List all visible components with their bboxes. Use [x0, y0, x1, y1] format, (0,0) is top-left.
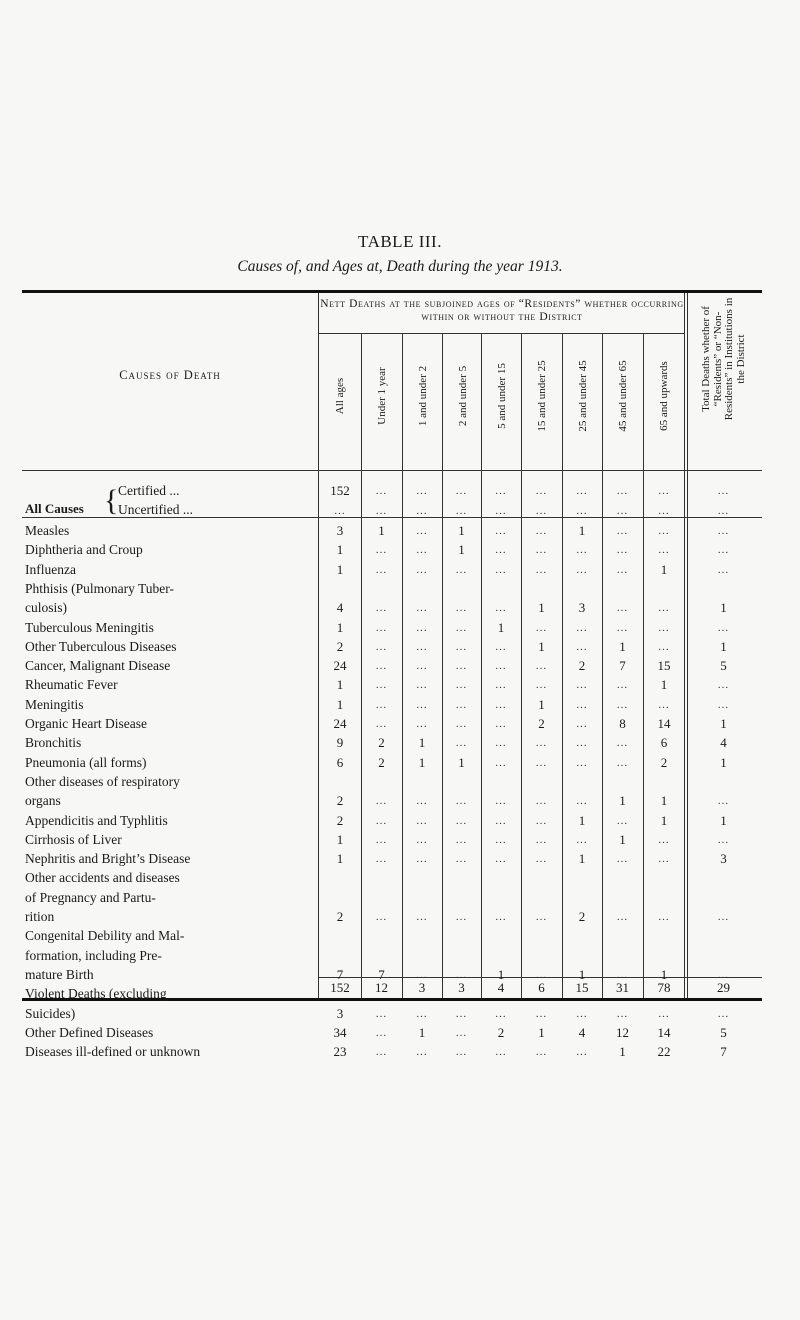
value-cell: 1	[458, 523, 465, 538]
total-sum-cell: 15	[575, 980, 589, 995]
empty-cell: ...	[416, 660, 428, 673]
empty-cell: ...	[717, 563, 730, 576]
empty-cell: ...	[535, 968, 548, 981]
empty-cell: ...	[535, 544, 548, 557]
value-cell: 9	[336, 735, 344, 751]
row-label: formation, including Pre-	[25, 947, 162, 963]
value-cell: 1	[538, 600, 545, 616]
total-sum-cell: 152	[330, 980, 350, 995]
empty-cell: ...	[416, 968, 428, 981]
value-cell: 1	[336, 677, 344, 693]
empty-cell: ...	[455, 853, 468, 866]
empty-cell: ...	[616, 911, 629, 923]
row-label: Tuberculous Meningitis	[25, 619, 154, 635]
total-cell: 1	[720, 754, 727, 770]
value-cell: 1	[538, 638, 545, 654]
empty-cell: ...	[455, 833, 468, 846]
uncertified-label: Uncertified ...	[118, 502, 193, 517]
certified-label: Certified ...	[118, 483, 180, 498]
value-cell: 1	[660, 793, 668, 809]
empty-cell: ...	[535, 853, 548, 866]
dots-placeholder: ...	[495, 485, 507, 497]
value-cell: 2	[336, 812, 344, 828]
empty-cell: ...	[455, 698, 468, 711]
row-label: mature Birth	[25, 966, 94, 982]
header-age-col: Under 1 year	[376, 367, 388, 425]
value-cell: 3	[336, 1005, 344, 1021]
empty-cell: ...	[535, 525, 548, 537]
empty-cell: ...	[375, 853, 388, 866]
total-cell: 4	[720, 735, 727, 751]
empty-cell: ...	[416, 640, 428, 653]
header-age-col: 5 and under 15	[496, 363, 508, 429]
empty-cell: ...	[375, 621, 388, 634]
empty-cell: ...	[535, 1046, 548, 1059]
empty-cell: ...	[616, 737, 629, 750]
empty-cell: ...	[616, 814, 629, 827]
empty-cell: ...	[658, 1007, 670, 1020]
row-label: rition	[25, 909, 55, 924]
total-cell: 7	[720, 1044, 727, 1060]
dots-placeholder: ...	[658, 505, 670, 517]
col-divider	[684, 293, 685, 998]
empty-cell: ...	[416, 602, 428, 615]
empty-cell: ...	[495, 698, 507, 711]
value-cell: 1	[660, 812, 668, 828]
empty-cell: ...	[416, 814, 428, 827]
dots-placeholder: ...	[416, 505, 428, 517]
value-cell: 1	[336, 542, 344, 558]
empty-cell: ...	[375, 814, 388, 827]
empty-cell: ...	[717, 698, 730, 711]
empty-cell: ...	[495, 525, 507, 537]
empty-cell: ...	[455, 718, 468, 730]
value-cell: 4	[336, 600, 344, 616]
value-cell: 2	[336, 793, 344, 809]
empty-cell: ...	[416, 544, 428, 557]
empty-cell: ...	[616, 563, 629, 576]
empty-cell: ...	[535, 679, 548, 692]
row-label: Other Tuberculous Diseases	[25, 638, 177, 654]
total-cell: 1	[720, 812, 727, 828]
empty-cell: ...	[717, 833, 730, 846]
empty-cell: ...	[455, 1007, 468, 1020]
empty-cell: ...	[455, 1026, 468, 1039]
row-label: Other Defined Diseases	[25, 1024, 154, 1040]
empty-cell: ...	[495, 544, 507, 557]
empty-cell: ...	[416, 1046, 428, 1059]
empty-cell: ...	[375, 563, 388, 576]
row-label: Measles	[25, 523, 70, 538]
table-subtitle: Causes of, and Ages at, Death during the year 1913.	[237, 258, 563, 275]
dots-placeholder: ...	[616, 505, 629, 517]
empty-cell: ...	[616, 853, 629, 866]
empty-cell: ...	[658, 525, 670, 537]
empty-cell: ...	[576, 795, 588, 808]
header-age-col: 15 and under 25	[536, 360, 548, 432]
row-label: Phthisis (Pulmonary Tuber-	[25, 580, 175, 596]
empty-cell: ...	[495, 679, 507, 692]
empty-cell: ...	[495, 563, 507, 576]
row-label: organs	[25, 793, 61, 809]
value-cell: 2	[578, 909, 586, 924]
empty-cell: ...	[455, 621, 468, 634]
empty-cell: ...	[658, 640, 670, 653]
empty-cell: ...	[576, 698, 588, 711]
empty-cell: ...	[658, 621, 670, 634]
col-divider	[318, 293, 319, 998]
value-cell: 1	[619, 1044, 626, 1060]
empty-cell: ...	[455, 795, 468, 808]
empty-cell: ...	[576, 833, 588, 846]
value-cell: 2	[497, 1024, 505, 1040]
value-cell: 14	[657, 716, 671, 731]
total-sum-cell: 3	[418, 980, 426, 995]
value-cell: 1	[578, 523, 586, 538]
empty-cell: ...	[576, 737, 588, 750]
row-label: Pneumonia (all forms)	[25, 754, 147, 770]
empty-cell: ...	[616, 544, 629, 557]
dots-placeholder: ...	[616, 485, 629, 497]
value-cell: 23	[333, 1044, 347, 1060]
header-bottom-rule	[22, 470, 762, 471]
value-cell: 1	[418, 754, 426, 770]
value-cell: 4	[578, 1024, 586, 1040]
row-label: Violent Deaths (excluding	[25, 986, 167, 1002]
value-cell: 1	[660, 677, 668, 693]
total-sum-cell: 12	[375, 980, 388, 995]
all-causes-label: All Causes	[25, 501, 84, 516]
header-causes-of-death: Causes of Death	[119, 368, 221, 382]
total-cell: 1	[720, 600, 727, 616]
empty-cell: ...	[416, 698, 428, 711]
empty-cell: ...	[375, 698, 388, 711]
header-nett-deaths: Nett Deaths at the subjoined ages of “Residents” whether occurring within or without the District	[320, 298, 684, 323]
header-age-col: 1 and under 2	[417, 365, 429, 427]
empty-cell: ...	[616, 679, 629, 692]
dots-placeholder: ...	[455, 505, 468, 517]
value-cell: 1	[578, 851, 586, 867]
value-cell: 15	[657, 658, 671, 674]
value-cell: 1	[538, 1024, 545, 1040]
row-label: culosis)	[25, 600, 67, 616]
dots-placeholder: ...	[658, 485, 670, 497]
empty-cell: ...	[535, 756, 548, 769]
empty-cell: ...	[658, 544, 670, 557]
empty-cell: ...	[658, 833, 670, 846]
empty-cell: ...	[717, 544, 730, 557]
header-age-col: All ages	[334, 377, 346, 415]
certified-all-ages: 152	[330, 483, 350, 498]
empty-cell: ...	[375, 602, 388, 615]
empty-cell: ...	[416, 679, 428, 692]
row-label: Meningitis	[25, 696, 84, 712]
row-label: Diseases ill-defined or unknown	[25, 1044, 201, 1060]
empty-cell: ...	[375, 1007, 388, 1020]
empty-cell: ...	[495, 1007, 507, 1020]
total-sum-cell: 31	[616, 980, 629, 995]
empty-cell: ...	[535, 833, 548, 846]
empty-cell: ...	[455, 660, 468, 673]
empty-cell: ...	[416, 563, 428, 576]
empty-cell: ...	[717, 525, 730, 537]
dots-placeholder: ...	[455, 485, 468, 497]
dots-placeholder: ...	[334, 505, 346, 517]
dots-placeholder: ...	[375, 505, 388, 517]
value-cell: 3	[336, 523, 344, 538]
empty-cell: ...	[495, 756, 507, 769]
value-cell: 1	[458, 542, 465, 558]
value-cell: 7	[619, 658, 626, 674]
row-label: Cancer, Malignant Disease	[25, 658, 171, 674]
empty-cell: ...	[455, 640, 468, 653]
total-sum-cell: 4	[497, 980, 505, 995]
dots-placeholder: ...	[535, 485, 548, 497]
empty-cell: ...	[455, 814, 468, 827]
total-cell: 3	[720, 851, 727, 867]
value-cell: 6	[336, 754, 344, 770]
header-age-col: 2 and under 5	[457, 365, 469, 427]
empty-cell: ...	[495, 718, 507, 730]
empty-cell: ...	[616, 525, 629, 537]
empty-cell: ...	[658, 911, 670, 923]
value-cell: 2	[538, 716, 545, 731]
header-total-deaths: Total Deaths whether of “Residents” or “Non-Residents” in Institutions in the District	[700, 297, 747, 421]
empty-cell: ...	[375, 1026, 388, 1039]
value-cell: 2	[378, 735, 385, 751]
empty-cell: ...	[495, 911, 507, 923]
empty-cell: ...	[576, 563, 588, 576]
value-cell: 2	[660, 754, 668, 770]
empty-cell: ...	[495, 833, 507, 846]
empty-cell: ...	[658, 602, 670, 615]
row-label: Diphtheria and Croup	[25, 542, 143, 558]
value-cell: 8	[619, 716, 626, 731]
row-label: of Pregnancy and Partu-	[25, 889, 156, 905]
table-title: TABLE III.	[358, 232, 442, 251]
empty-cell: ...	[535, 563, 548, 576]
value-cell: 1	[619, 638, 626, 654]
row-label: Bronchitis	[25, 735, 82, 751]
header-age-col: 65 and upwards	[658, 361, 670, 431]
value-cell: 3	[578, 600, 586, 616]
dots-placeholder: ...	[375, 485, 388, 497]
value-cell: 1	[336, 696, 344, 712]
empty-cell: ...	[616, 968, 629, 981]
value-cell: 1	[458, 754, 465, 770]
empty-cell: ...	[455, 911, 468, 923]
value-cell: 7	[336, 966, 344, 982]
empty-cell: ...	[535, 795, 548, 808]
value-cell: 1	[660, 966, 668, 982]
row-label: Influenza	[25, 561, 76, 577]
empty-cell: ...	[495, 1046, 507, 1059]
header-age-col: 25 and under 45	[577, 360, 589, 432]
empty-cell: ...	[375, 640, 388, 653]
empty-cell: ...	[416, 525, 428, 537]
empty-cell: ...	[535, 621, 548, 634]
empty-cell: ...	[455, 563, 468, 576]
empty-cell: ...	[616, 756, 629, 769]
all-causes-rule	[22, 517, 762, 518]
value-cell: 2	[578, 658, 586, 674]
value-cell: 1	[336, 561, 344, 577]
empty-cell: ...	[495, 660, 507, 673]
empty-cell: ...	[717, 795, 730, 808]
empty-cell: ...	[416, 911, 428, 923]
empty-cell: ...	[576, 718, 588, 730]
top-rule	[22, 290, 762, 293]
empty-cell: ...	[455, 602, 468, 615]
empty-cell: ...	[375, 660, 388, 673]
empty-cell: ...	[495, 640, 507, 653]
value-cell: 1	[578, 812, 586, 828]
value-cell: 1	[497, 966, 505, 982]
value-cell: 1	[418, 1024, 426, 1040]
total-cell: 1	[720, 638, 727, 654]
empty-cell: ...	[495, 737, 507, 750]
empty-cell: ...	[717, 621, 730, 634]
empty-cell: ...	[717, 968, 730, 981]
value-cell: 34	[333, 1024, 347, 1040]
total-cell: 5	[720, 658, 727, 674]
value-cell: 6	[660, 735, 668, 751]
empty-cell: ...	[576, 621, 588, 634]
empty-cell: ...	[375, 833, 388, 846]
empty-cell: ...	[616, 621, 629, 634]
value-cell: 1	[497, 619, 505, 635]
dots-placeholder: ...	[717, 505, 730, 517]
empty-cell: ...	[455, 1046, 468, 1059]
empty-cell: ...	[616, 1007, 629, 1020]
value-cell: 1	[336, 831, 344, 847]
dots-placeholder: ...	[576, 505, 588, 517]
row-label: Other accidents and diseases	[25, 870, 180, 886]
value-cell: 24	[333, 658, 347, 674]
empty-cell: ...	[576, 756, 588, 769]
empty-cell: ...	[375, 795, 388, 808]
value-cell: 2	[336, 638, 344, 654]
value-cell: 1	[336, 619, 344, 635]
value-cell: 1	[578, 966, 586, 982]
empty-cell: ...	[717, 679, 730, 692]
mortality-table	[22, 290, 762, 1060]
empty-cell: ...	[416, 718, 428, 730]
value-cell: 1	[378, 523, 385, 538]
row-label: Cirrhosis of Liver	[25, 831, 122, 847]
empty-cell: ...	[495, 853, 507, 866]
empty-cell: ...	[576, 1007, 588, 1020]
value-cell: 14	[657, 1024, 671, 1040]
empty-cell: ...	[416, 621, 428, 634]
empty-cell: ...	[576, 679, 588, 692]
total-sum-cell: 6	[538, 980, 545, 995]
dots-placeholder: ...	[416, 485, 428, 497]
value-cell: 2	[378, 754, 385, 770]
empty-cell: ...	[495, 602, 507, 615]
dots-placeholder: ...	[576, 485, 588, 497]
brace-icon: {	[104, 484, 119, 517]
total-sum-cell: 78	[657, 980, 671, 995]
empty-cell: ...	[495, 814, 507, 827]
total-cell: 5	[720, 1024, 727, 1040]
row-label: Organic Heart Disease	[25, 716, 147, 731]
value-cell: 12	[616, 1024, 629, 1040]
row-label: Suicides)	[25, 1005, 76, 1021]
empty-cell: ...	[535, 1007, 548, 1020]
empty-cell: ...	[495, 795, 507, 808]
empty-cell: ...	[535, 737, 548, 750]
total-cell: 1	[720, 716, 727, 731]
empty-cell: ...	[717, 911, 730, 923]
row-label: Congenital Debility and Mal-	[25, 928, 185, 944]
empty-cell: ...	[416, 1007, 428, 1020]
empty-cell: ...	[616, 602, 629, 615]
value-cell: 1	[336, 851, 344, 867]
empty-cell: ...	[375, 679, 388, 692]
empty-cell: ...	[416, 853, 428, 866]
empty-cell: ...	[576, 544, 588, 557]
value-cell: 2	[336, 909, 344, 924]
row-label: Other diseases of respiratory	[25, 773, 180, 789]
empty-cell: ...	[535, 814, 548, 827]
row-label: Rheumatic Fever	[25, 677, 118, 693]
value-cell: 1	[619, 831, 626, 847]
empty-cell: ...	[455, 679, 468, 692]
empty-cell: ...	[375, 1046, 388, 1059]
empty-cell: ...	[658, 853, 670, 866]
empty-cell: ...	[658, 698, 670, 711]
value-cell: 7	[378, 966, 385, 982]
dots-placeholder: ...	[495, 505, 507, 517]
value-cell: 22	[657, 1044, 671, 1060]
grand-total-cell: 29	[717, 980, 730, 995]
value-cell: 24	[333, 716, 347, 731]
empty-cell: ...	[375, 911, 388, 923]
empty-cell: ...	[455, 968, 468, 981]
empty-cell: ...	[416, 795, 428, 808]
empty-cell: ...	[416, 833, 428, 846]
empty-cell: ...	[576, 1046, 588, 1059]
empty-cell: ...	[375, 718, 388, 730]
header-rule	[319, 333, 685, 334]
value-cell: 1	[660, 561, 668, 577]
empty-cell: ...	[375, 544, 388, 557]
empty-cell: ...	[616, 698, 629, 711]
dots-placeholder: ...	[535, 505, 548, 517]
header-age-col: 45 and under 65	[617, 360, 629, 432]
value-cell: 1	[538, 696, 545, 712]
empty-cell: ...	[455, 737, 468, 750]
empty-cell: ...	[535, 911, 548, 923]
total-sum-cell: 3	[458, 980, 465, 995]
empty-cell: ...	[717, 1007, 730, 1020]
dots-placeholder: ...	[717, 485, 730, 497]
value-cell: 1	[418, 735, 426, 751]
empty-cell: ...	[576, 640, 588, 653]
row-label: Nephritis and Bright’s Disease	[25, 851, 191, 867]
value-cell: 1	[619, 793, 626, 809]
empty-cell: ...	[535, 660, 548, 673]
row-label: Appendicitis and Typhlitis	[25, 812, 168, 828]
